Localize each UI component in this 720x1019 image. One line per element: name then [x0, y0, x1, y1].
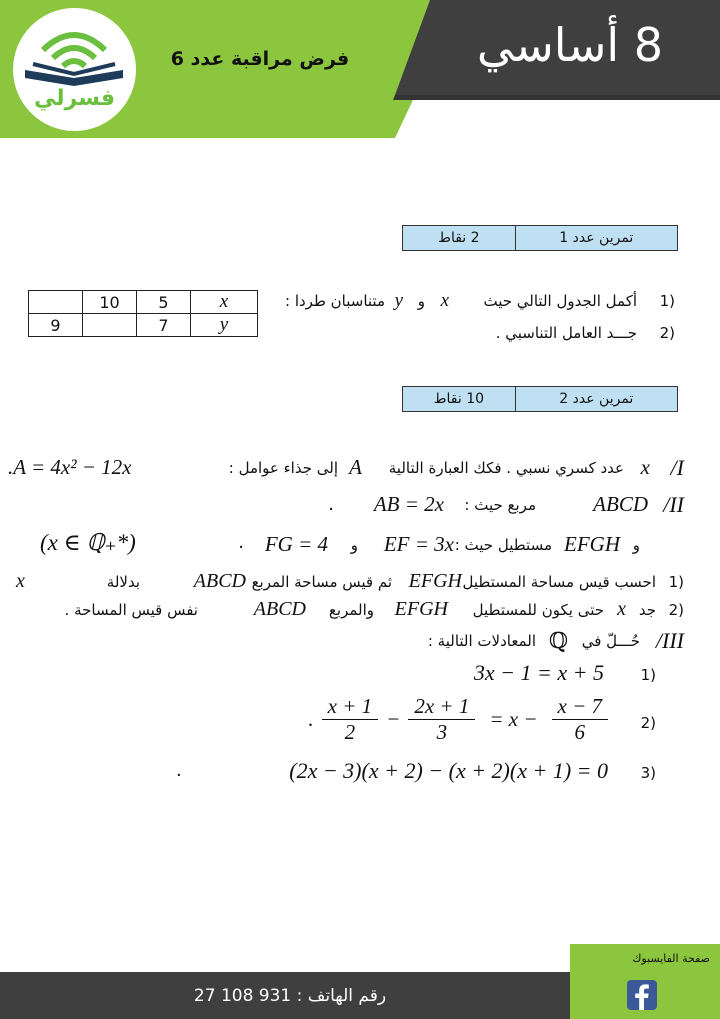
exercise2-title: تمرين عدد 2	[559, 391, 634, 407]
rect-line: و EFGH مستطيل حيث : EF = 3x و FG = 4 . (x ∈ ℚ₊*)	[40, 530, 640, 556]
part2-line: /II ABCD مربع حيث : AB = 2x .	[328, 492, 684, 517]
table-cell: y	[191, 314, 258, 337]
fraction-1: $\frac{x + 1}{2}$	[322, 694, 379, 745]
table-row-x	[29, 291, 258, 314]
table-cell: 9	[29, 314, 83, 337]
facebook-label: صفحة الفايسبوك	[632, 952, 710, 965]
var-A: A	[349, 455, 362, 479]
table-row-y	[29, 314, 258, 337]
part3-line: /III حُـــلّ في ℚ المعادلات التالية :	[427, 628, 684, 653]
equation-2: 2) . $\frac{x + 1}{2}$ − $\frac{2x + 1}{3}$ = x − $\frac{x - 7}{6}$	[308, 694, 656, 744]
logo	[13, 8, 136, 131]
ex1-q1-line: 1) أكمل الجدول التالي حيث x و y متناسبان طردا :	[285, 290, 675, 311]
table-cell: 5	[137, 291, 191, 314]
facebook-icon[interactable]	[627, 980, 657, 1010]
grade-title: 8 أساسي	[476, 18, 664, 72]
exercise1-header	[402, 225, 678, 251]
table-cell[interactable]	[29, 291, 83, 314]
phone-number: رقم الهاتف : 931 108 27	[193, 986, 387, 1006]
test-title: فرض مراقبة عدد 6	[170, 48, 350, 70]
proportion-table	[28, 290, 258, 337]
wifi-book-icon	[13, 8, 136, 131]
exercise1-points: 2 نقاط	[403, 226, 516, 250]
exercise1-title: تمرين عدد 1	[559, 230, 634, 246]
equation-3: 3) (2x − 3)(x + 2) − (x + 2)(x + 1) = 0 .	[176, 758, 656, 783]
exercise2-points: 10 نقاط	[403, 387, 516, 411]
part1-line: /I x عدد كسري نسبي . فكك العبارة التالية A إلى جذاء عوامل : .A = 4x² − 12x	[8, 455, 684, 480]
table-cell: 7	[137, 314, 191, 337]
fraction-2: $\frac{2x + 1}{3}$	[408, 694, 475, 745]
table-cell: x	[191, 291, 258, 314]
ex1-q2-line: 2) جـــد العامل التناسبي .	[495, 324, 675, 342]
logo-text: فسرلي	[34, 86, 115, 111]
part2-q1-line: 1) احسب قيس مساحة المستطيل EFGH ثم قيس مساحة المربع ABCD بدلالة x	[16, 570, 684, 592]
fraction-3: $\frac{x - 7}{6}$	[552, 694, 609, 745]
equation-1: 1) 3x − 1 = x + 5	[473, 660, 656, 685]
part2-q2-line: 2) جد x حتى يكون للمستطيل EFGH والمربع ABCD نفس قيس المساحة .	[64, 598, 684, 620]
table-cell[interactable]	[83, 314, 137, 337]
table-cell: 10	[83, 291, 137, 314]
exercise2-header	[402, 386, 678, 412]
